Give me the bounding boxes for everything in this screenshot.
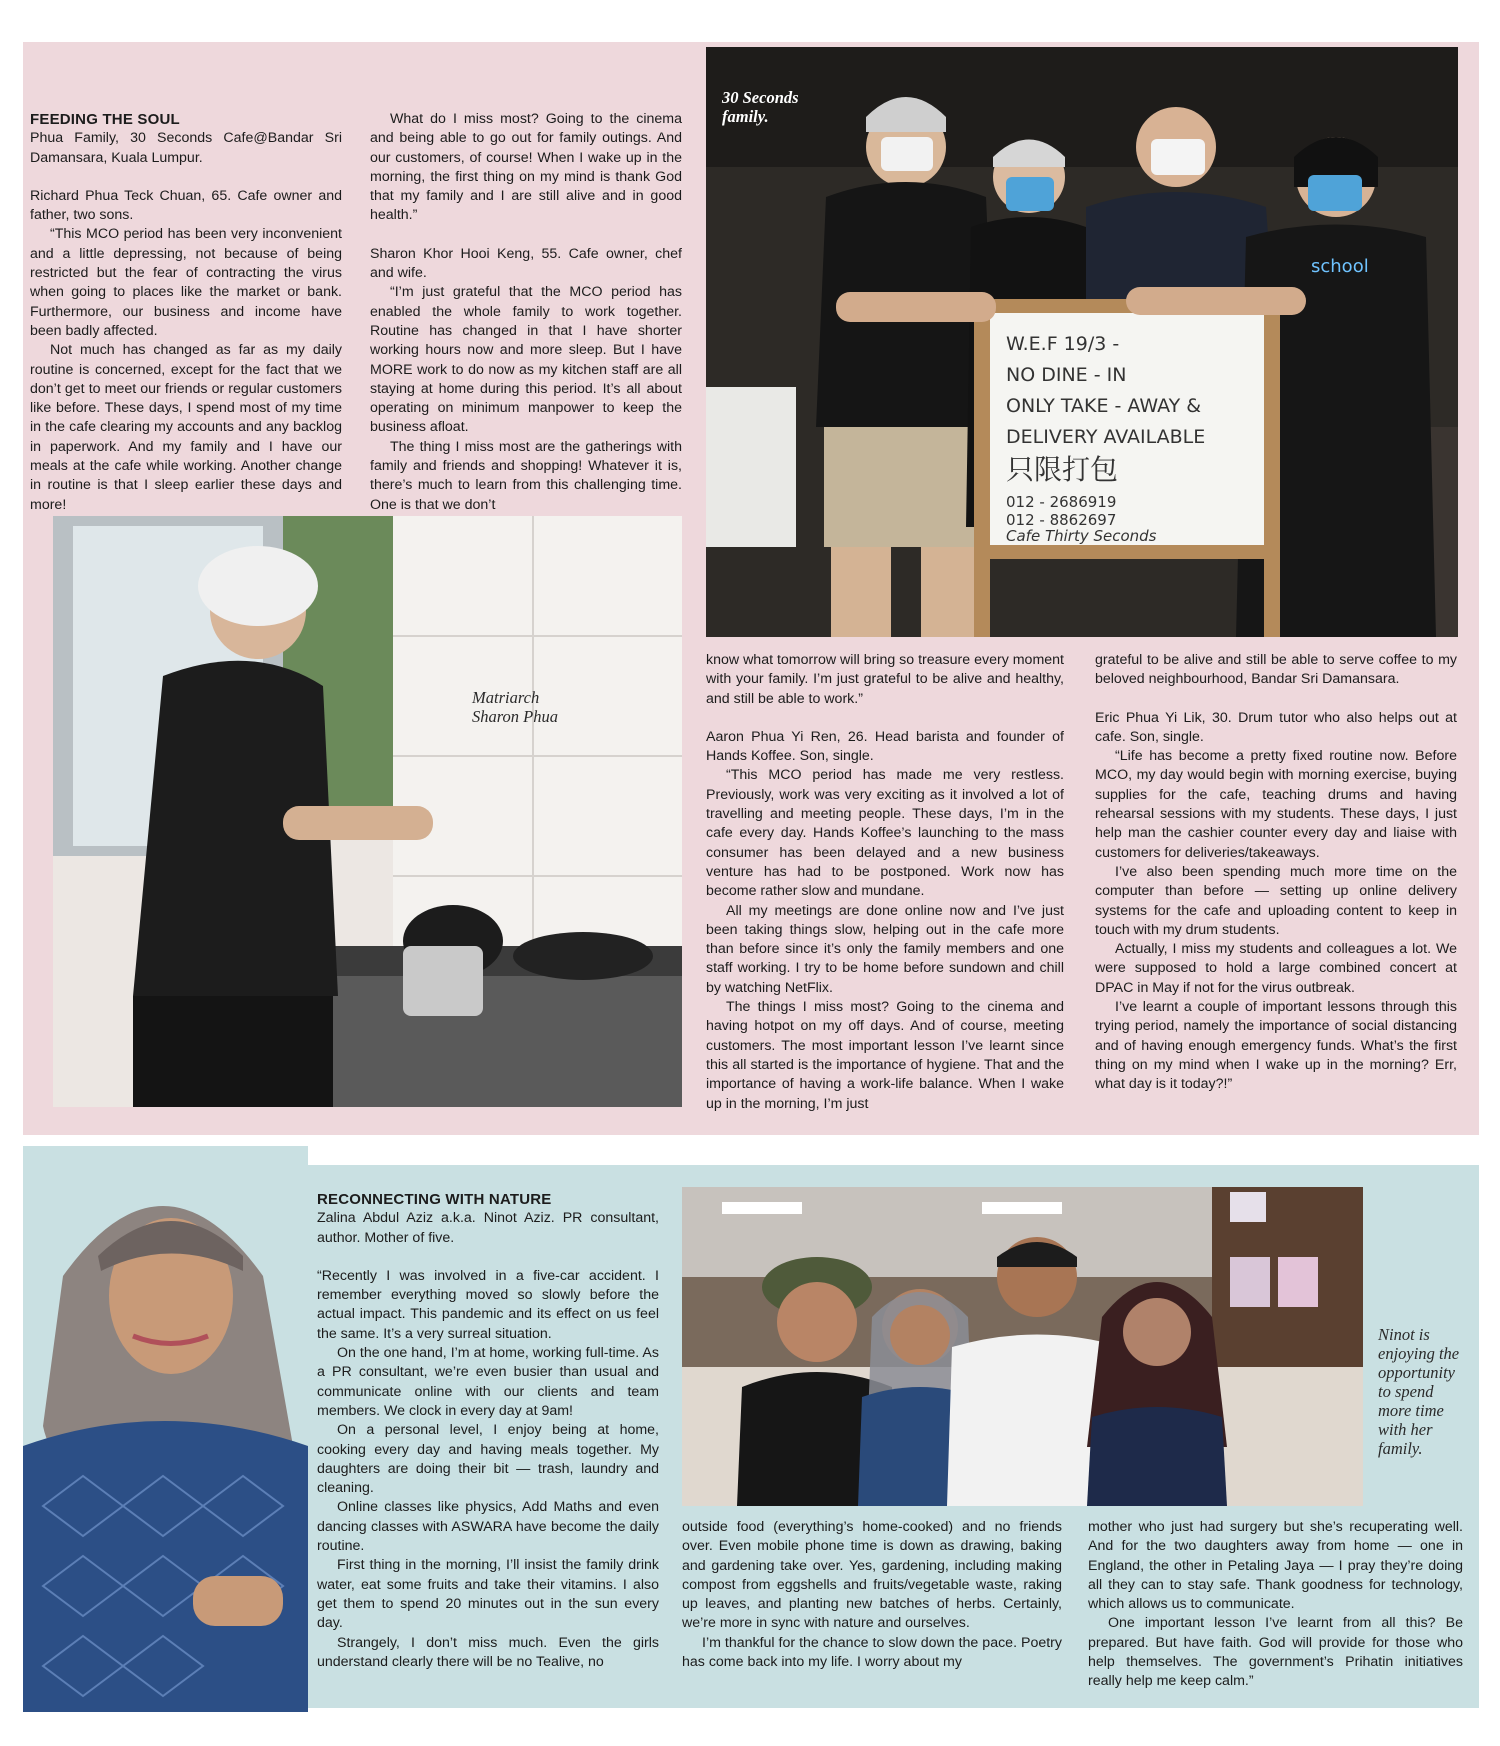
body-paragraph: “This MCO period has made me very restless. Previously, work was very exciting as it involved a lot of travelling and meeting people. These days, I’m in the cafe every day. Hands Koffee’s launching to the mass consumer has been delayed and a new business venture has had to be postponed. Work now has become rather slow and mundane. xyxy=(706,767,1064,900)
body-paragraph: grateful to be alive and still be able to serve coffee to my beloved neighbourhood, Bandar Sri Damansara. xyxy=(1095,652,1457,688)
caption-matriarch: Matriarch Sharon Phua xyxy=(472,688,559,726)
body-paragraph: Not much has changed as far as my daily routine is concerned, except for the fact that we don’t get to meet our friends or regular customers like before. These days, I spend most of my time in the cafe clearing my accounts and any backlog in paperwork. And my family and I have our meals at the cafe while working. Another change in routine is that I sleep earlier these days and more! xyxy=(30,342,342,513)
body-paragraph: The thing I miss most are the gatherings with family and friends and shopping! Whatever it is, there’s much to learn from this challenging time. One is that we don’t xyxy=(370,438,682,513)
sign-line: 只限打包 xyxy=(1006,453,1119,486)
feeding-column-2 xyxy=(370,110,682,515)
body-paragraph: One important lesson I’ve learnt from all this? Be prepared. But have faith. God will provide for those who help themselves. The government’s Prihatin initiatives really help me keep calm.” xyxy=(1088,1615,1463,1690)
body-paragraph: Online classes like physics, Add Maths and even dancing classes with ASWARA have become the daily routine. xyxy=(317,1499,659,1555)
cafe-family-photo xyxy=(706,47,1458,637)
location-line: Phua Family, 30 Seconds Cafe@Bandar Sri Damansara, Kuala Lumpur. xyxy=(30,130,342,166)
profile-line: Aaron Phua Yi Ren, 26. Head barista and founder of Hands Koffee. Son, single. xyxy=(706,728,1064,765)
section-heading: FEEDING THE SOUL xyxy=(30,111,180,128)
nature-column-2 xyxy=(682,1518,1062,1672)
sign-line: W.E.F 19/3 - xyxy=(1006,333,1120,355)
body-paragraph: I’ve learnt a couple of important lessons through this trying period, namely the importance of social distancing and of having enough emergency funds. What’s the first thing on my mind when I wake up in the morning? Err, what day is it today?!” xyxy=(1095,999,1457,1093)
profile-line: Sharon Khor Hooi Keng, 55. Cafe owner, chef and wife. xyxy=(370,245,682,282)
sign-line: 012 - 2686919 xyxy=(1006,493,1117,511)
profile-line: Zalina Abdul Aziz a.k.a. Ninot Aziz. PR consultant, author. Mother of five. xyxy=(317,1210,659,1246)
kitchen-photo xyxy=(53,516,682,1107)
profile-line: Richard Phua Teck Chuan, 65. Cafe owner and father, two sons. xyxy=(30,187,342,224)
nature-column-3 xyxy=(1088,1518,1463,1692)
body-paragraph: All my meetings are done online now and I’ve just been taking things slow, helping out in the cafe more than before since it’s only the family members and one staff working. I try to be home before sundown and chill by watching NetFlix. xyxy=(706,902,1064,996)
body-paragraph: On the one hand, I’m at home, working full-time. As a PR consultant, we’re even busier than usual and communicate online with our clients and team members. We clock in every day at 9am! xyxy=(317,1345,659,1419)
caption-30-seconds-family: 30 Seconds family. xyxy=(722,88,799,126)
body-paragraph: mother who just had surgery but she’s recuperating well. And for the two daughters away from home — one in England, the other in Petaling Jaya — I pray they’re doing all they can to stay safe. Thank goodness for technology, which allows us to communicate. xyxy=(1088,1519,1463,1613)
sign-line: NO DINE - IN xyxy=(1006,364,1127,386)
body-paragraph: On a personal level, I enjoy being at home, cooking every day and having meals together. My daughters are doing their bit — trash, laundry and cleaning. xyxy=(317,1422,659,1497)
body-paragraph: “I’m just grateful that the MCO period has enabled the whole family to work together. Routine has changed in that I have shorter working hours now and more sleep. But I have MORE work to do now as my kitchen staff are all staying at home during this period. It’s all about operating on minimum manpower to keep the business afloat. xyxy=(370,284,682,436)
feeding-column-4 xyxy=(1095,651,1457,1095)
ninot-family-photo xyxy=(682,1187,1363,1506)
nature-column-1 xyxy=(317,1190,659,1672)
body-paragraph: “This MCO period has been very inconvenient and a little depressing, not because of being restricted but the fear of contracting the virus when going to places like the market or bank. Furthermore, our business and income have been badly affected. xyxy=(30,226,342,339)
shirt-print: school xyxy=(1311,256,1369,277)
body-paragraph: The things I miss most? Going to the cinema and having hotpot on my off days. And of course, meeting customers. The most important lesson I’ve learnt since this all started is the importance of hygiene. That and the importance of having a work-life balance. When I wake up in the morning, I’m just xyxy=(706,999,1064,1112)
sign-line: ONLY TAKE - AWAY & xyxy=(1006,395,1202,417)
body-paragraph: know what tomorrow will bring so treasure every moment with your family. I’m just grateful to be alive and healthy, and still be able to work.” xyxy=(706,652,1064,707)
caption-ninot: Ninot is enjoying the opportunity to spend more time with her family. xyxy=(1378,1325,1460,1458)
sign-line: 012 - 8862697 xyxy=(1006,511,1117,529)
feeding-column-1 xyxy=(30,110,342,515)
body-paragraph: First thing in the morning, I’ll insist the family drink water, eat some fruits and take their vitamins. I also get them to spend 20 minutes out in the sun every day. xyxy=(317,1557,659,1632)
body-paragraph: I’ve also been spending much more time on the computer than before — setting up online delivery systems for the cafe and uploading content to keep in touch with my drum students. xyxy=(1095,863,1457,938)
body-paragraph: “Life has become a pretty fixed routine now. Before MCO, my day would begin with morning exercise, buying supplies for the cafe, teaching drums and having rehearsal sessions with my students. These days, I just help man the cashier counter every day and liaise with customers for deliveries/takeaways. xyxy=(1095,748,1457,861)
body-paragraph: outside food (everything’s home-cooked) and no friends over. Even mobile phone time is down as drawing, baking and gardening take over. Yes, gardening, including making compost from eggshells and fruits/vegetable waste, raking up leaves, and planting new batches of herbs. Certainly, we’re more in sync with nature and ourselves. xyxy=(682,1519,1062,1632)
sign-line: DELIVERY AVAILABLE xyxy=(1006,426,1206,448)
body-paragraph: Actually, I miss my students and colleagues a lot. We were supposed to hold a large combined concert at DPAC in May if not for the virus outbreak. xyxy=(1095,941,1457,996)
sign-line: Cafe Thirty Seconds xyxy=(1006,527,1157,545)
section-heading: RECONNECTING WITH NATURE xyxy=(317,1191,552,1208)
body-paragraph: I’m thankful for the chance to slow down the pace. Poetry has come back into my life. I worry about my xyxy=(682,1634,1062,1671)
body-paragraph: “Recently I was involved in a five-car accident. I remember everything moved so slowly before the actual impact. This pandemic and its effect on us feel the same. It’s a very surreal situation. xyxy=(317,1267,659,1342)
feeding-column-3 xyxy=(706,651,1064,1114)
ninot-portrait-photo xyxy=(23,1146,308,1712)
profile-line: Eric Phua Yi Lik, 30. Drum tutor who also helps out at cafe. Son, single. xyxy=(1095,709,1457,745)
body-paragraph: Strangely, I don’t miss much. Even the girls understand clearly there will be no Tealive, no xyxy=(317,1634,659,1670)
body-paragraph: What do I miss most? Going to the cinema and being able to go out for family outings. And our customers, of course! When I wake up in the morning, the first thing on my mind is thank God that my family and I are still alive and in good health.” xyxy=(370,111,682,224)
